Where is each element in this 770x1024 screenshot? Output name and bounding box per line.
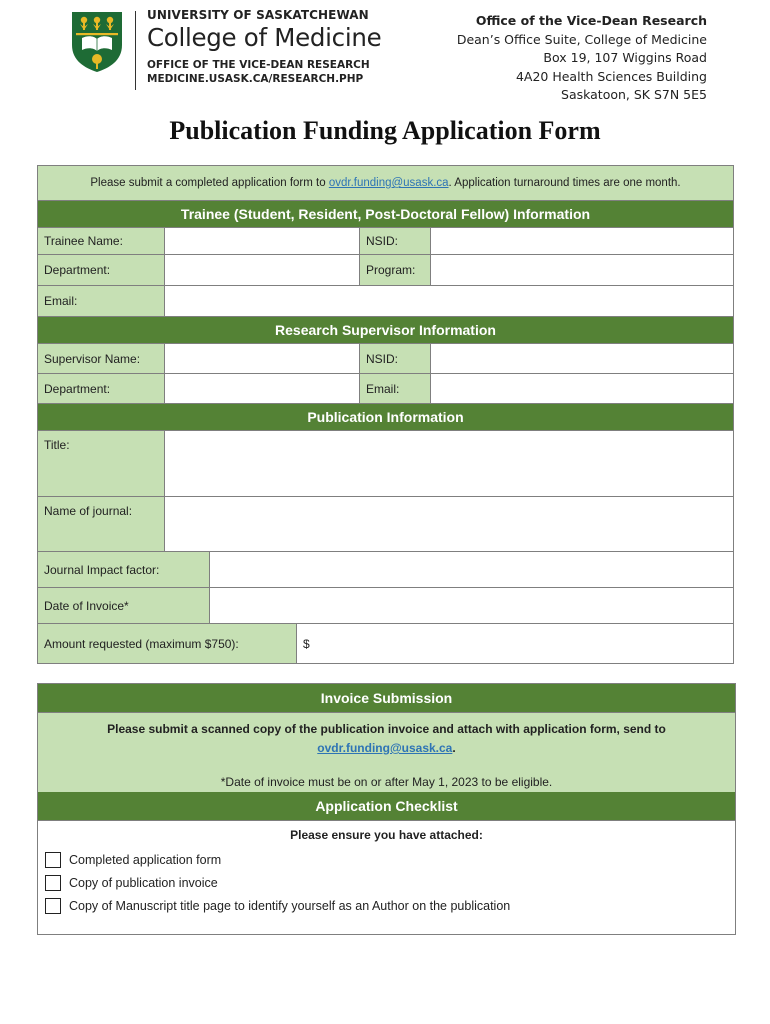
- invoice-instructions: [38, 712, 735, 792]
- invoice-email-link[interactable]: ovdr.funding@usask.ca: [317, 741, 453, 755]
- supervisor-name-label: Supervisor Name:: [38, 344, 165, 373]
- invoice-date-note: *Date of invoice must be on or after May 1, 2023 to be eligible.: [220, 775, 553, 789]
- supervisor-department-label: Department:: [38, 374, 165, 403]
- address-line: Saskatoon, SK S7N 5E5: [561, 87, 707, 103]
- address-line: Office of the Vice-Dean Research: [475, 13, 707, 28]
- checkbox[interactable]: [45, 852, 61, 868]
- form-title: Publication Funding Application Form: [169, 116, 601, 145]
- trainee-name-row: [38, 227, 733, 254]
- checklist-item-label: Completed application form: [69, 852, 222, 867]
- amount-requested-row: [38, 623, 733, 663]
- checklist-item-label: Copy of publication invoice: [69, 875, 218, 890]
- supervisor-email-label: Email:: [360, 374, 431, 403]
- trainee-department-row: [38, 254, 733, 285]
- currency-prefix: $: [303, 636, 310, 651]
- supervisor-name-field[interactable]: [165, 344, 360, 373]
- checklist-prompt: Please ensure you have attached:: [290, 828, 483, 842]
- checklist-body: [38, 820, 735, 934]
- address-line: 4A20 Health Sciences Building: [515, 68, 707, 84]
- trainee-nsid-label: NSID:: [360, 228, 431, 254]
- invoice-date-field[interactable]: [210, 588, 733, 623]
- university-name: UNIVERSITY OF SASKATCHEWAN: [147, 8, 369, 22]
- trainee-program-label: Program:: [360, 255, 431, 285]
- trainee-department-field[interactable]: [165, 255, 360, 285]
- trainee-name-field[interactable]: [165, 228, 360, 254]
- supervisor-email-field[interactable]: [431, 374, 733, 403]
- checklist-section-heading: Application Checklist: [38, 792, 735, 820]
- impact-factor-field[interactable]: [210, 552, 733, 587]
- supervisor-nsid-field[interactable]: [431, 344, 733, 373]
- impact-factor-row: [38, 551, 733, 587]
- publication-section-heading: Publication Information: [38, 403, 733, 430]
- submission-notice: [38, 166, 733, 200]
- supervisor-nsid-label: NSID:: [360, 344, 431, 373]
- usask-crest-logo: [71, 11, 123, 73]
- journal-name-row: [38, 496, 733, 551]
- checkbox[interactable]: [45, 875, 61, 891]
- trainee-email-label: Email:: [38, 286, 165, 316]
- office-address: [457, 12, 707, 105]
- funding-email-link[interactable]: ovdr.funding@usask.ca: [328, 177, 449, 189]
- notice-text-end: . Application turnaround times are one month.: [448, 177, 681, 189]
- checklist-item: [45, 871, 735, 894]
- checklist-item: [45, 894, 735, 917]
- supervisor-department-field[interactable]: [165, 374, 360, 403]
- journal-name-label: Name of journal:: [38, 497, 165, 551]
- trainee-name-label: Trainee Name:: [38, 228, 165, 254]
- office-url: MEDICINE.USASK.CA/RESEARCH.PHP: [147, 73, 364, 85]
- supervisor-section-heading: Research Supervisor Information: [38, 316, 733, 343]
- application-form: [37, 165, 734, 664]
- checklist-items: [38, 848, 735, 917]
- invoice-date-row: [38, 587, 733, 623]
- checklist-item: [45, 848, 735, 871]
- publication-title-row: [38, 430, 733, 496]
- amount-requested-label: Amount requested (maximum $750):: [38, 624, 297, 663]
- office-name: OFFICE OF THE VICE-DEAN RESEARCH: [147, 59, 370, 71]
- invoice-section-heading: Invoice Submission: [38, 684, 735, 712]
- trainee-department-label: Department:: [38, 255, 165, 285]
- journal-name-field[interactable]: [165, 497, 733, 551]
- invoice-checklist-box: [37, 683, 736, 935]
- college-name: College of Medicine: [147, 23, 382, 52]
- impact-factor-label: Journal Impact factor:: [38, 552, 210, 587]
- invoice-email-suffix: .: [452, 741, 456, 755]
- trainee-email-row: [38, 285, 733, 316]
- publication-title-field[interactable]: [165, 431, 733, 496]
- publication-title-label: Title:: [38, 431, 165, 496]
- trainee-email-field[interactable]: [165, 286, 733, 316]
- brand-divider: [135, 11, 136, 90]
- invoice-date-label: Date of Invoice*: [38, 588, 210, 623]
- trainee-nsid-field[interactable]: [431, 228, 733, 254]
- address-line: Box 19, 107 Wiggins Road: [543, 50, 707, 66]
- brand-block: [147, 8, 381, 85]
- supervisor-department-row: [38, 373, 733, 403]
- checkbox[interactable]: [45, 898, 61, 914]
- notice-text: Please submit a completed application form to: [90, 177, 326, 189]
- checklist-item-label: Copy of Manuscript title page to identify yourself as an Author on the publication: [69, 898, 511, 913]
- supervisor-name-row: [38, 343, 733, 373]
- address-line: Dean’s Office Suite, College of Medicine: [456, 31, 707, 47]
- amount-requested-field[interactable]: [297, 624, 733, 663]
- invoice-instruction-text: Please submit a scanned copy of the publication invoice and attach with application form, send to: [107, 722, 666, 736]
- trainee-program-field[interactable]: [431, 255, 733, 285]
- trainee-section-heading: Trainee (Student, Resident, Post-Doctoral Fellow) Information: [38, 200, 733, 227]
